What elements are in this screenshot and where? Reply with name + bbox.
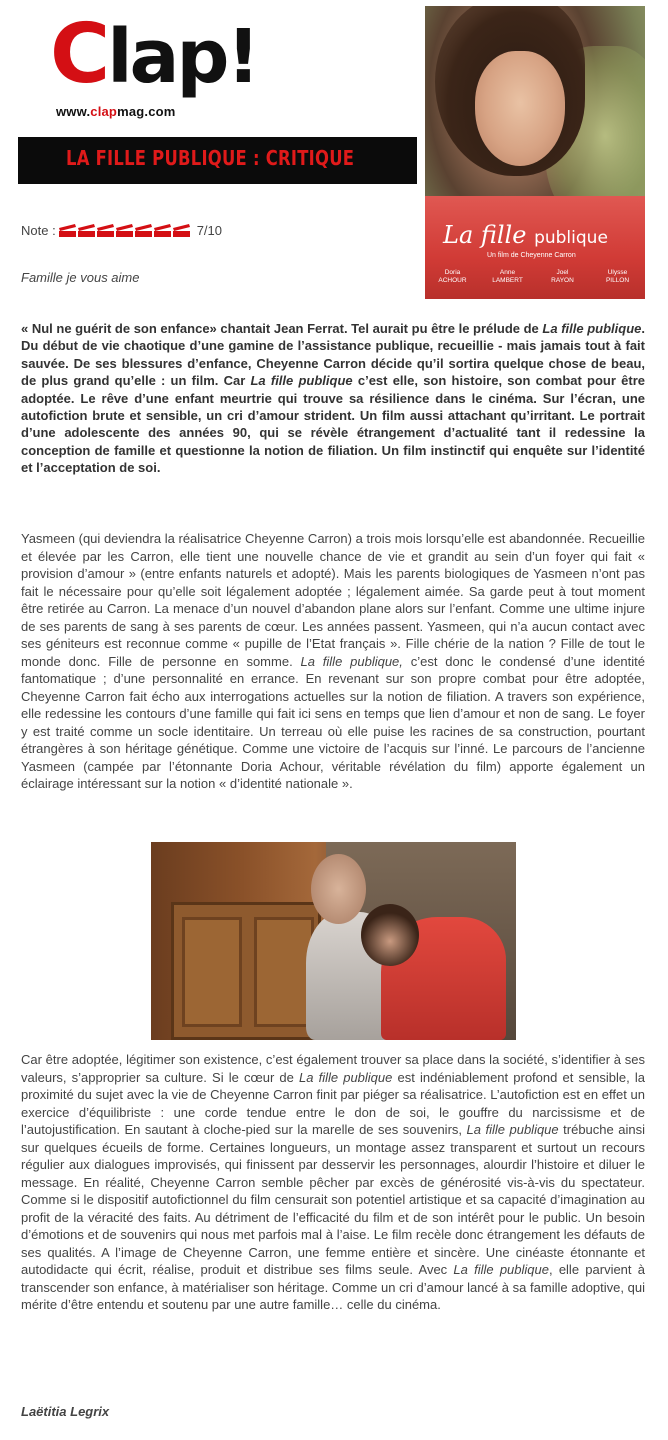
film-still-image: [151, 842, 516, 1040]
article-lead: « Nul ne guérit de son enfance» chantait Jean Ferrat. Tel aurait pu être le prélude de La fille publique. Du début de vie chaotique d’une gamine de l’assistance publique, recueillie - mais jamais tout à fait sauvée. De ses blessures d’enfance, Cheyenne Carron décide qu’il sortira quelque chose de beau, de plus grand qu’elle : un film. Car La fille publique c’est elle, son histoire, son combat pour être adoptée. Le rêve d’une enfant meurtrie qui trouve sa résilience dans le cinéma. Sur l’écran, une autofiction brute et sensible, un cri d’amour strident. Un film aussi attachant qu’irritant. Le portrait d’une adolescente des années 90, qui se révèle étrangement d’actualité tant il redessine la conception de famille et questionne la notion de filiation. Un film instinctif qui enquête sur l’identité et l’acceptation de soi.: [21, 321, 645, 476]
rating-stars: [58, 223, 191, 237]
article-paragraph: Yasmeen (qui deviendra la réalisatrice Cheyenne Carron) a trois mois lorsqu’elle est abandonnée. Recueillie et élevée par les Carron, elle tient une nouvelle chance de vie et grandit au sein d’un foyer qui fait « provision d’amour » (entre enfants naturels et adopté). Mais les parents biologiques de Yasmeen n’ont pas fait le nécessaire pour qu’elle soit légalement adoptée ; légalement aimée. Sa garde peut à tout moment être retirée au Carron. La menace d’un nouvel d’abandon plane alors sur l’enfant. Comme une ultime injure de ses parents de sang à ses parents de cœur. Les années passent. Yasmeen, qui n’a aucun contact avec ses géniteurs est reconnue comme « pupille de l’Etat français ». Fille chérie de la nation ? Fille de tout le monde donc. Fille de personne en somme. La fille publique, c’est donc le condensé d’une identité fantomatique ; d’une personnalité en errance. En revenant sur son propre combat pour être adoptée, Cheyenne Carron fait écho aux interrogations actuelles sur la notion de filiation. A travers son expérience, elle redessine les contours d’une famille qui fait ici sens en temps que lien d’amour et non de sang. Le foyer y est traité comme un socle identitaire. Un terreau où elle puise les racines de sa construction, pourtant étrangères à son héritage génétique. Comme une victoire de l’acquis sur l’inné. Le parcours de l’ancienne Yasmeen (campée par l’étonnante Doria Achour, véritable révélation du film) apporte également un éclairage intéressant sur la notion « d’identité nationale ».: [21, 531, 645, 791]
article-title: LA FILLE PUBLIQUE : CRITIQUE: [66, 146, 355, 170]
cast-member: Ulysse PILLON: [605, 269, 630, 284]
film-poster-image: [425, 6, 645, 299]
poster-title: La fille publique: [443, 221, 608, 249]
rating-score: 7/10: [196, 222, 222, 238]
cast-member: Joel RAYON: [551, 269, 574, 284]
article-tagline: Famille je vous aime: [21, 270, 140, 285]
site-url[interactable]: www.clapmag.com: [56, 104, 176, 119]
poster-cast: [425, 269, 645, 285]
rating-clap-icon: [58, 223, 77, 237]
rating-clap-icon: [115, 223, 134, 237]
cast-member: Doria ACHOUR: [438, 269, 467, 284]
article-author: Laëtitia Legrix: [21, 1404, 110, 1419]
rating-clap-icon: [172, 223, 191, 237]
logo-wordmark: Clap!: [50, 7, 258, 102]
rating-clap-icon: [153, 223, 172, 237]
article-paragraph: Car être adoptée, légitimer son existence, c’est également trouver sa place dans la société, s’identifier à ses valeurs, s’approprier sa culture. Si le cœur de La fille publique est indéniablement profond et sensible, la proximité du sujet avec la vie de Cheyenne Carron finit par piéger sa réalisatrice. L’autofiction est en effet un exercice d’équilibriste : une corde tendue entre le don de soi, le gouffre du narcissisme et de l’autojustification. En sautant à cloche-pied sur la marelle de ses souvenirs, La fille publique trébuche ainsi sur quelques écueils de forme. Certaines longueurs, un montage assez transparent et surtout un recours régulier aux dialogues improvisés, qui finissent par desservir les personnages, alourdir l’histoire et diluer le message. En réalité, Cheyenne Carron semble pêcher par excès de générosité vis-à-vis du spectateur. Comme si le dispositif autofictionnel du film censurait son potentiel artistique et sa capacité d’imagination au profit de la véracité des faits. Au détriment de l’efficacité du film et de son intérêt pour le public. Un besoin d’émotions et de souvenirs qui nous met parfois mal à l’aise. Le film recèle donc étrangement les défauts de ses qualités. A l’image de Cheyenne Carron, une femme entière et sincère. Une cinéaste étonnante et autodidacte qui écrit, réalise, produit et distribue ses films seule. Avec La fille publique, elle parvient à transcender son enfance, à matérialiser son héritage. Comme un cri d’amour lancé à sa famille adoptive, qui mérite d’être entendu et soutenu par une autre famille… celle du cinéma.: [21, 1052, 645, 1312]
article-title-bar: [18, 137, 417, 184]
rating-label: Note :: [21, 222, 56, 238]
rating-clap-icon: [96, 223, 115, 237]
site-logo[interactable]: [46, 7, 296, 124]
cast-member: Anne LAMBERT: [492, 269, 523, 284]
rating: [21, 221, 222, 239]
rating-clap-icon: [77, 223, 96, 237]
poster-subtitle: Un film de Cheyenne Carron: [487, 252, 576, 259]
rating-clap-icon: [134, 223, 153, 237]
